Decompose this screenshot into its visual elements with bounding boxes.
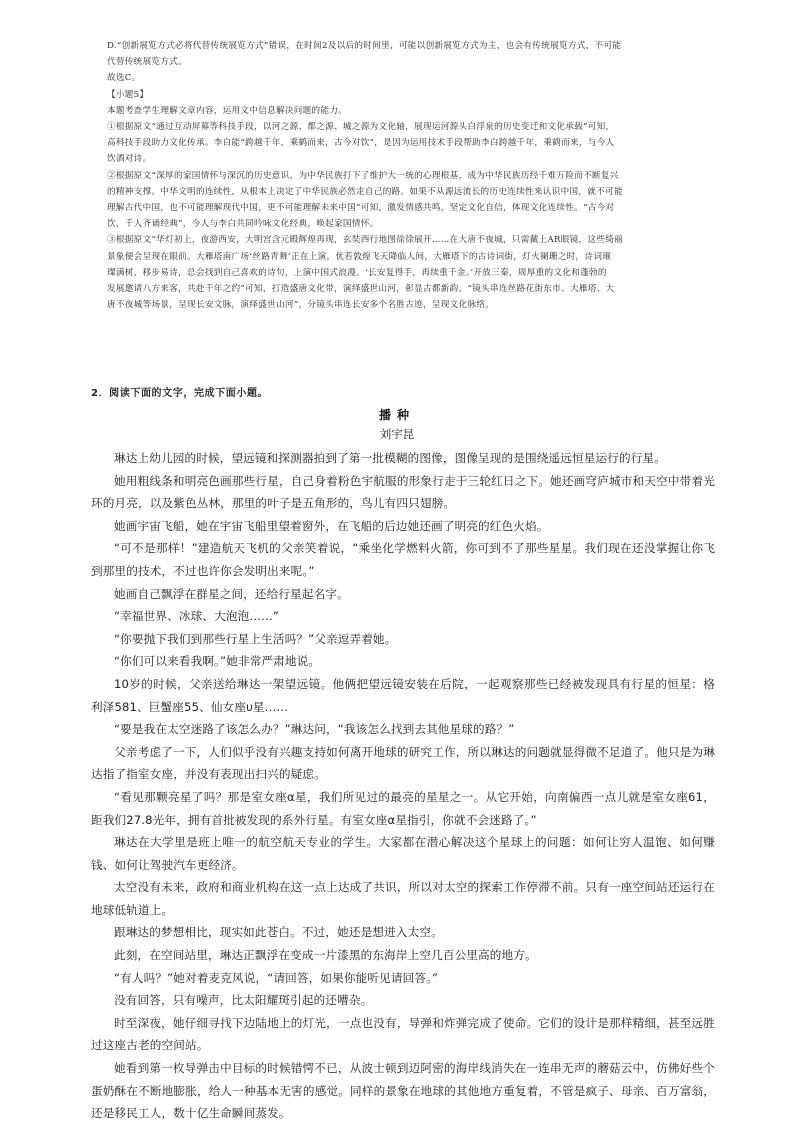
article-paragraph: 她看到第一枚导弹击中目标的时候错愕不已，从波士顿到迈阿密的海岸线消失在一连串无声的蘑菇云中，仿佛好些个蛋奶酥在不断地膨胀，给人一种基本无害的感觉。同样的景象在地球的其他地方重复着，不管是疯子、母亲、百万富翁，还是移民工人，数十亿生命瞬间蒸发。 [91,1061,715,1121]
analysis-line: 发展邀请八方来客，共赴千年之约”可知，打造盛唐文化带，演绎盛世山河，彰显古都新韵。“镜头串连丝路花街东市、大雁塔、大 [107,284,615,295]
analysis-line: 唐不夜城等场景，呈现长安文脉，演绎盛世山河”，分镜头串连长安多个名胜古迹，呈现文化脉络。 [107,300,495,311]
analysis-line: D.“创新展览方式必将代替传统展览方式”错误，在时间2及以后的时间里，可能以创新展览方式为主，也会有传统展览方式，不可能 [107,41,622,51]
article-body [91,447,715,1125]
article-paragraph: 太空没有未来，政府和商业机构在这一点上达成了共识，所以对太空的探索工作停滞不前。只有一座空间站还运行在地球低轨道上。 [91,880,715,917]
analysis-line: ①根据原文“通过互动屏幕等科技手段，以河之源、都之源、城之源为文化轴，展现运河源头白浮泉的历史变迁和文化承载”可知， [107,122,615,133]
article-paragraph: 她画自己飘浮在群星之间，还给行星起名字。 [114,586,349,601]
article-paragraph: “幸福世界、冰球、大泡泡……” [114,609,279,624]
analysis-line: 高科技手段助力文化传承。李白能“跨越千年，乘鹤而来，古今对饮”，是因为运用技术手段帮助李白跨越千年，乘鹤而来，与今人 [107,138,615,149]
article-paragraph: “看见那颗亮星了吗？那是室女座α星，我们所见过的最亮的星星之一。从它开始，向南偏西一点儿就是室女座61，距我们27.8光年，拥有首批被发现的系外行星。有室女座α星指引，你就不会迷路了。” [91,789,715,827]
analysis-line: ②根据原文“深厚的家国情怀与深沉的历史意识，为中华民族打下了维护大一统的心理根基，成为中华民族历经千难万险而不断复兴 [107,170,619,181]
question-heading: 2．阅读下面的文字，完成下面小题。 [91,388,269,399]
article-paragraph: 琳达在大学里是班上唯一的航空航天专业的学生。大家都在潜心解决这个星球上的问题：如何让穷人温饱、如何赚钱、如何让驾驶汽车更经济。 [91,835,715,872]
article-paragraph: 此刻，在空间站里，琳达正飘浮在变成一片漆黑的东海岸上空几百公里高的地方。 [114,948,537,963]
analysis-line: ③根据原文“华灯初上，夜游西安，大明宫含元殿辉煌再现，玄奘西行地图徐徐展开……在大唐不夜城，只需戴上AR眼镜，这些绮丽 [107,235,624,246]
article-paragraph: “要是我在太空迷路了该怎么办？”琳达问，“我该怎么找到去其他星球的路？” [114,722,515,737]
article-paragraph: “你们可以来看我啊。”她非常严肃地说。 [114,654,321,669]
analysis-line: 【小题5】 [107,89,149,100]
answer-analysis [107,38,687,313]
article-paragraph: 没有回答，只有噪声，比太阳耀斑引起的还嘈杂。 [114,993,373,1008]
analysis-line: 故选C。 [107,73,141,84]
article-author: 刘宇昆 [379,427,415,441]
article-paragraph: “你要抛下我们到那些行星上生活吗？”父亲逗弄着她。 [114,631,397,646]
analysis-line: 饮酒对诗。 [107,154,152,165]
article-paragraph: “有人吗？”她对着麦克风说，“请回答，如果你能听见请回答。” [114,970,439,985]
article-paragraph: 她用粗线条和明亮色画那些行星，自己身着粉色宇航服的形象行走于三轮红日之下。她还画穹庐城市和天空中带着光环的月亮，以及紫色丛林，那里的叶子是五角形的，鸟儿有四只翅膀。 [91,473,715,511]
article-title: 播种 [378,408,415,422]
analysis-line: 的精神支撑。中华文明的连续性，从根本上决定了中华民族必然走自己的路。如果不从源远流长的历史连续性来认识中国，就不可能 [107,186,623,197]
analysis-line: 理解古代中国，也不可能理解现代中国，更不可能理解未来中国”可知，激发情感共鸣，坚定文化自信，体现文化连续性。“古今对 [107,203,615,214]
article-paragraph: 她画宇宙飞船，她在宇宙飞船里望着窗外，在飞船的后边她还画了明亮的红色火焰。 [114,518,549,533]
article-paragraph: 琳达上幼儿园的时候，望远镜和探测器拍到了第一批模糊的图像，图像呈现的是围绕遥远恒星运行的行星。 [114,451,666,465]
article-paragraph: 跟琳达的梦想相比，现实如此苍白。不过，她还是想进入太空。 [114,925,443,940]
analysis-line: 璨满树，移步易诗，总会找到自己喜欢的诗句，上演中国式浪漫。‘长安复得手，再续重千金。’开放三秦，周厚重的文化和蓬勃的 [107,267,607,278]
article-paragraph: 10岁的时候，父亲送给琳达一架望远镜。他俩把望远镜安装在后院，一起观察那些已经被发现具有行星的恒星：格利泽581、巨蟹座55、仙女座υ星…… [91,676,715,714]
analysis-line: 代替传统展览方式。 [107,57,188,68]
analysis-line: 景象便会呈现在眼前。大雁塔南广场‘丝路青舞’正在上演，优若敦煌飞天降临人间，大雁塔下的古诗词街，灯火阑珊之时，诗词璀 [107,251,612,262]
article-paragraph: 父亲考虑了一下，人们似乎没有兴趣支持如何离开地球的研究工作，所以琳达的问题就显得微不足道了。他只是为琳达指了指室女座，并没有表现出扫兴的疑虑。 [91,744,715,782]
analysis-line: 本题考查学生理解文章内容，运用文中信息解决问题的能力。 [107,105,348,116]
article-paragraph: “可不是那样！”建造航天飞机的父亲笑着说，“乘坐化学燃料火箭，你可到不了那些星星。我们现在还没掌握让你飞到那里的技术，不过也许你会发明出来呢。” [91,541,715,578]
article-paragraph: 时至深夜，她仔细寻找下边陆地上的灯光，一点也没有，导弹和炸弹完成了使命。它们的设计是那样精细，甚至远胜过这座古老的空间站。 [91,1015,715,1053]
analysis-line: 饮，千人齐诵经典”，今人与李白共同吟咏文化经典，唤起家国情怀。 [107,219,379,230]
